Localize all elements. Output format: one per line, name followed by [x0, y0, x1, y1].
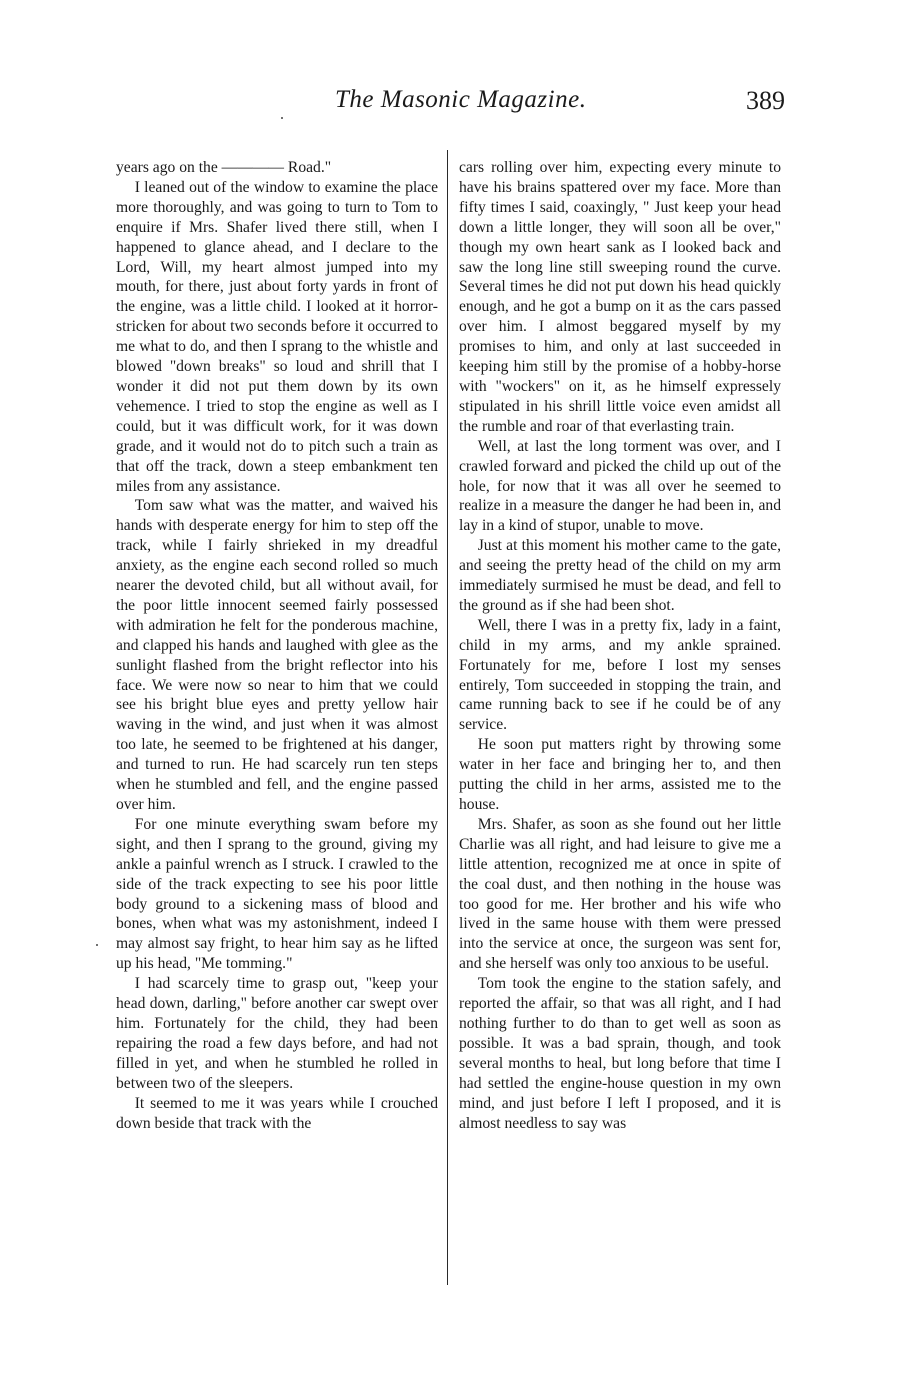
- column-divider: [447, 150, 448, 1285]
- paragraph: Tom took the engine to the station safely, and reported the affair, so that was all right, and I had nothing further to do than to get well as soon as possible. It was a bad sprain, though, and took several months to heal, but long before that time I had settled the engine-house question in my own mind, and just before I left I proposed, and it is almost needless to say was: [459, 975, 781, 1132]
- page-header: [115, 86, 785, 126]
- right-column: [459, 158, 781, 1133]
- paragraph: I had scarcely time to grasp out, "keep your head down, darling," before another car swept over him. Fortunately for the child, they had been repairing the road a few days before, and had not filled in yet, and when he stumbled he rolled in between two of the sleepers.: [116, 975, 438, 1092]
- paragraph: Well, there I was in a pretty fix, lady in a faint, child in my arms, and my ankle sprained. Fortunately for me, before I lost my senses entirely, Tom succeeded in stopping the train, and came running back to see if he could be of any service.: [459, 616, 781, 734]
- paragraph: Tom saw what was the matter, and waived his hands with desperate energy for him to step off the track, while I fairly shrieked in my dreadful anxiety, as the engine each second rolled so much nearer the devoted child, but all without avail, for the poor little innocent seemed fairly possessed with admiration he felt for the ponderous machine, and clapped his hands and laughed with glee as the sunlight flashed from the bright reflector into his face. We were now so near to him that we could see his bright blue eyes and pretty yellow hair waving in the wind, and just when it was almost too late, he seemed to be frightened at his danger, and turned to run. He had scarcely run ten steps when he stumbled and fell, and the engine passed over him.: [116, 497, 438, 813]
- paragraph: years ago on the ———— Road.": [116, 159, 332, 176]
- left-column: [116, 158, 438, 1133]
- paragraph: Mrs. Shafer, as soon as she found out her little Charlie was all right, and had leisure to give me a little attention, recognized me at once in spite of the coal dust, and then nothing in the house was too good for me. Her brother and his wife who lived in the same house with them were pressed into the service at once, the surgeon was sent for, and she herself was only too anxious to be useful.: [459, 815, 781, 973]
- page-number: 389: [746, 86, 785, 115]
- paragraph: cars rolling over him, expecting every minute to have his brains spattered over my face. More than fifty times I said, coaxingly, " Just keep your head down a little longer, they will soon all be over," though my own heart sank as I looked back and saw the long line still sweeping round the curve. Several times he did not put down his head quickly enough, and he got a bump on it as the cars passed over him. I almost beggared myself by my promises to him, and only at last succeeded in keeping him still by the promise of a hobby-horse with "wockers" on it, as he himself expressely stipulated in his shrill little voice even amidst all the rumble and roar of that everlasting train.: [459, 159, 781, 435]
- paragraph: He soon put matters right by throwing some water in her face and bringing her to, and then putting the child in her arms, assisted me to the house.: [459, 736, 781, 813]
- running-title: The Masonic Magazine.: [335, 86, 587, 113]
- paragraph: It seemed to me it was years while I crouched down beside that track with the: [116, 1094, 438, 1132]
- paragraph: Just at this moment his mother came to the gate, and seeing the pretty head of the child on my arm immediately surmised he must be dead, and fell to the ground as if she had been shot.: [459, 537, 781, 614]
- print-speck: [281, 117, 283, 119]
- paragraph: For one minute everything swam before my sight, and then I sprang to the ground, giving my ankle a painful wrench as I struck. I crawled to the side of the track expecting to see his poor little body ground to a sickening mass of blood and bones, when what was my astonishment, indeed I may almost say fright, to hear him say as he lifted up his head, "Me tomming.": [116, 815, 438, 973]
- paragraph: I leaned out of the window to examine the place more thoroughly, and was going to turn to Tom to enquire if Mrs. Shafer lived there still, when I happened to glance ahead, and I declare to the Lord, Will, my heart almost jumped into my mouth, for there, just about forty yards in front of the engine, was a little child. I looked at it horror-stricken for about two seconds before it occurred to me what to do, and then I sprang to the whistle and blowed "down breaks" so loud and shrill that I wonder it did not put them down by its own vehemence. I tried to stop the engine as well as I could, but it was difficult work, for it was down grade, and it would not do to pitch such a train as that off the track, down a steep embankment ten miles from any assistance.: [116, 178, 438, 495]
- print-speck: [96, 944, 98, 946]
- paragraph: Well, at last the long torment was over, and I crawled forward and picked the child up out of the hole, for now that it was all over he seemed to realize in a measure the danger he had been in, and lay in a kind of stupor, unable to move.: [459, 437, 781, 535]
